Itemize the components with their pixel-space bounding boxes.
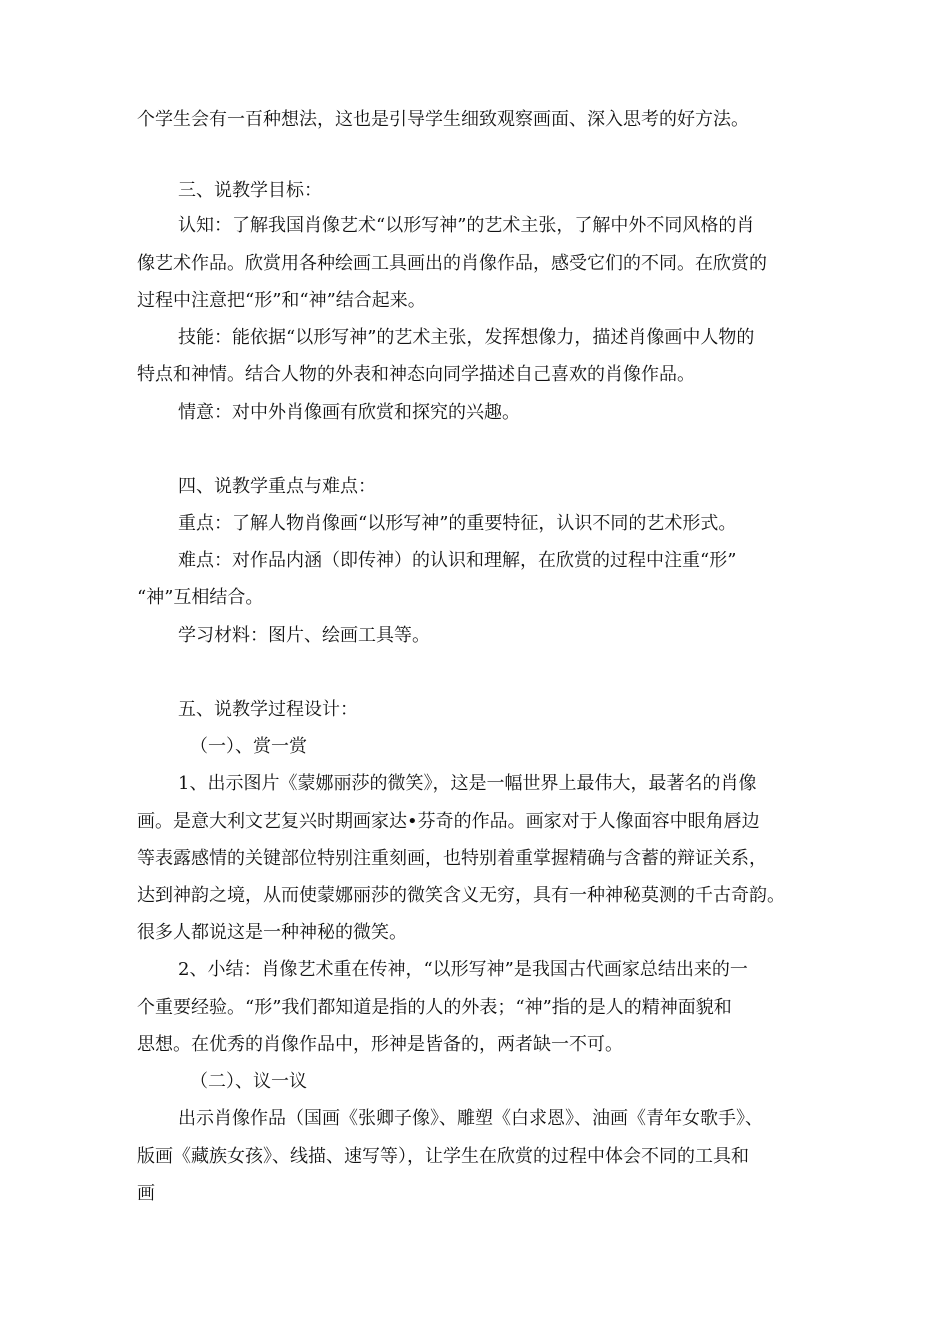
paragraph-line: 技能：能依据“以形写神”的艺术主张，发挥想像力，描述肖像画中人物的: [178, 327, 755, 348]
section-heading: 五、说教学过程设计：: [178, 699, 358, 720]
paragraph-line: 达到神韵之境，从而使蒙娜丽莎的微笑含义无穷，具有一种神秘莫测的千古奇韵。: [137, 885, 785, 906]
paragraph-line: 认知：了解我国肖像艺术“以形写神”的艺术主张，了解中外不同风格的肖: [178, 215, 755, 236]
paragraph-line: 画: [137, 1183, 155, 1204]
paragraph-line: 1、出示图片《蒙娜丽莎的微笑》，这是一幅世界上最伟大，最著名的肖像: [178, 773, 757, 794]
paragraph-line: 个学生会有一百种想法，这也是引导学生细致观察画面、深入思考的好方法。: [137, 109, 749, 130]
paragraph-line: 2、小结：肖像艺术重在传神，“以形写神”是我国古代画家总结出来的一: [178, 959, 748, 980]
paragraph-line: 很多人都说这是一种神秘的微笑。: [137, 922, 407, 943]
paragraph-line: 特点和神情。结合人物的外表和神态向同学描述自己喜欢的肖像作品。: [137, 364, 695, 385]
paragraph-line: 画。是意大利文艺复兴时期画家达•芬奇的作品。画家对于人像面容中眼角唇边: [137, 811, 760, 832]
paragraph-line: 像艺术作品。欣赏用各种绘画工具画出的肖像作品，感受它们的不同。在欣赏的: [137, 253, 767, 274]
paragraph-line: 出示肖像作品（国画《张卿子像》、雕塑《白求恩》、油画《青年女歌手》、: [178, 1108, 763, 1129]
section-heading: 四、说教学重点与难点：: [178, 476, 376, 497]
paragraph-line: 情意：对中外肖像画有欣赏和探究的兴趣。: [178, 402, 520, 423]
paragraph-line: “神”互相结合。: [137, 587, 264, 608]
paragraph-line: 个重要经验。“形”我们都知道是指的人的外表；“神”指的是人的精神面貌和: [137, 997, 732, 1018]
paragraph-line: 过程中注意把“形”和“神”结合起来。: [137, 290, 426, 311]
paragraph-line: 等表露感情的关键部位特别注重刻画，也特别着重掌握精确与含蓄的辩证关系，: [137, 848, 767, 869]
paragraph-line: 版画《藏族女孩》、线描、速写等），让学生在欣赏的过程中体会不同的工具和: [137, 1146, 749, 1167]
subsection-heading: （二）、议一议: [190, 1071, 307, 1092]
paragraph-line: 重点：了解人物肖像画“以形写神”的重要特征，认识不同的艺术形式。: [178, 513, 737, 534]
paragraph-line: 思想。在优秀的肖像作品中，形神是皆备的，两者缺一不可。: [137, 1034, 623, 1055]
paragraph-line: 难点：对作品内涵（即传神）的认识和理解，在欣赏的过程中注重“形”: [178, 550, 737, 571]
paragraph-line: 学习材料：图片、绘画工具等。: [178, 625, 430, 646]
subsection-heading: （一）、赏一赏: [190, 736, 307, 757]
section-heading: 三、说教学目标：: [178, 180, 322, 201]
